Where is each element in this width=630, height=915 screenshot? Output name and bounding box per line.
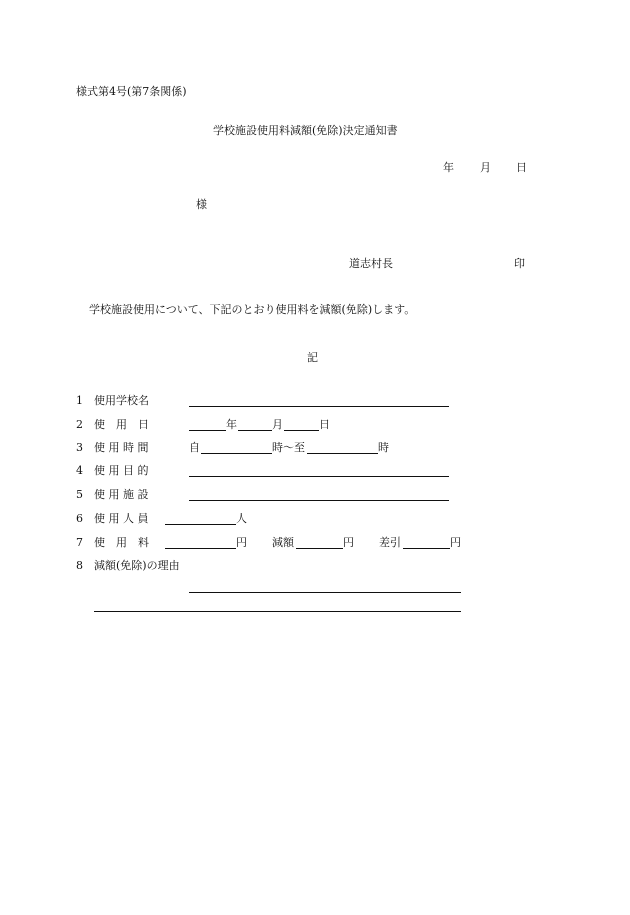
attendees-line <box>165 524 236 525</box>
use-facility-line <box>189 500 449 501</box>
document-title: 学校施設使用料減額(免除)決定通知書 <box>213 124 398 137</box>
reason-line-1 <box>189 592 461 593</box>
date-year-label: 年 <box>443 161 454 174</box>
seal-mark: 印 <box>514 257 525 270</box>
addressee-suffix: 様 <box>196 198 207 211</box>
use-purpose-label: 使 用 目 的 <box>94 464 149 477</box>
use-day-line <box>284 430 319 431</box>
item-number: 6 <box>76 512 83 525</box>
time-end-suffix: 時 <box>378 441 389 454</box>
use-purpose-line <box>189 476 449 477</box>
school-name-line <box>189 406 449 407</box>
fee-yen-suffix: 円 <box>236 536 247 549</box>
issuer-name: 道志村長 <box>349 257 393 270</box>
use-year-suffix: 年 <box>226 418 237 431</box>
item-number: 5 <box>76 488 83 501</box>
fee-label: 使 用 料 <box>94 536 149 549</box>
time-from-line <box>201 453 272 454</box>
item-number: 2 <box>76 418 83 431</box>
use-year-line <box>189 430 226 431</box>
item-number: 1 <box>76 394 83 407</box>
item-number: 8 <box>76 559 83 572</box>
item-number: 3 <box>76 441 83 454</box>
school-name-label: 使用学校名 <box>94 394 149 407</box>
item-number: 7 <box>76 536 83 549</box>
attendees-label: 使 用 人 員 <box>94 512 149 525</box>
form-number: 様式第4号(第7条関係) <box>76 85 187 98</box>
difference-amount-line <box>403 548 450 549</box>
use-day-suffix: 日 <box>319 418 330 431</box>
use-month-line <box>238 430 272 431</box>
use-time-label: 使 用 時 間 <box>94 441 149 454</box>
reason-line-2 <box>94 611 461 612</box>
use-date-label: 使 用 日 <box>94 418 149 431</box>
difference-yen-suffix: 円 <box>450 536 461 549</box>
time-from-label: 自 <box>189 441 200 454</box>
reduction-amount-line <box>296 548 343 549</box>
reduction-label: 減額 <box>272 536 294 549</box>
reason-label: 減額(免除)の理由 <box>94 559 180 572</box>
use-facility-label: 使 用 施 設 <box>94 488 149 501</box>
use-month-suffix: 月 <box>272 418 283 431</box>
attendees-unit: 人 <box>236 512 247 525</box>
date-day-label: 日 <box>516 161 527 174</box>
time-to-label: 時〜至 <box>272 441 305 454</box>
ki-heading: 記 <box>307 351 318 364</box>
time-to-line <box>307 453 378 454</box>
item-number: 4 <box>76 464 83 477</box>
reduction-yen-suffix: 円 <box>343 536 354 549</box>
body-text: 学校施設使用について、下記のとおり使用料を減額(免除)します。 <box>89 303 416 316</box>
difference-label: 差引 <box>379 536 401 549</box>
date-month-label: 月 <box>480 161 491 174</box>
fee-amount-line <box>165 548 236 549</box>
